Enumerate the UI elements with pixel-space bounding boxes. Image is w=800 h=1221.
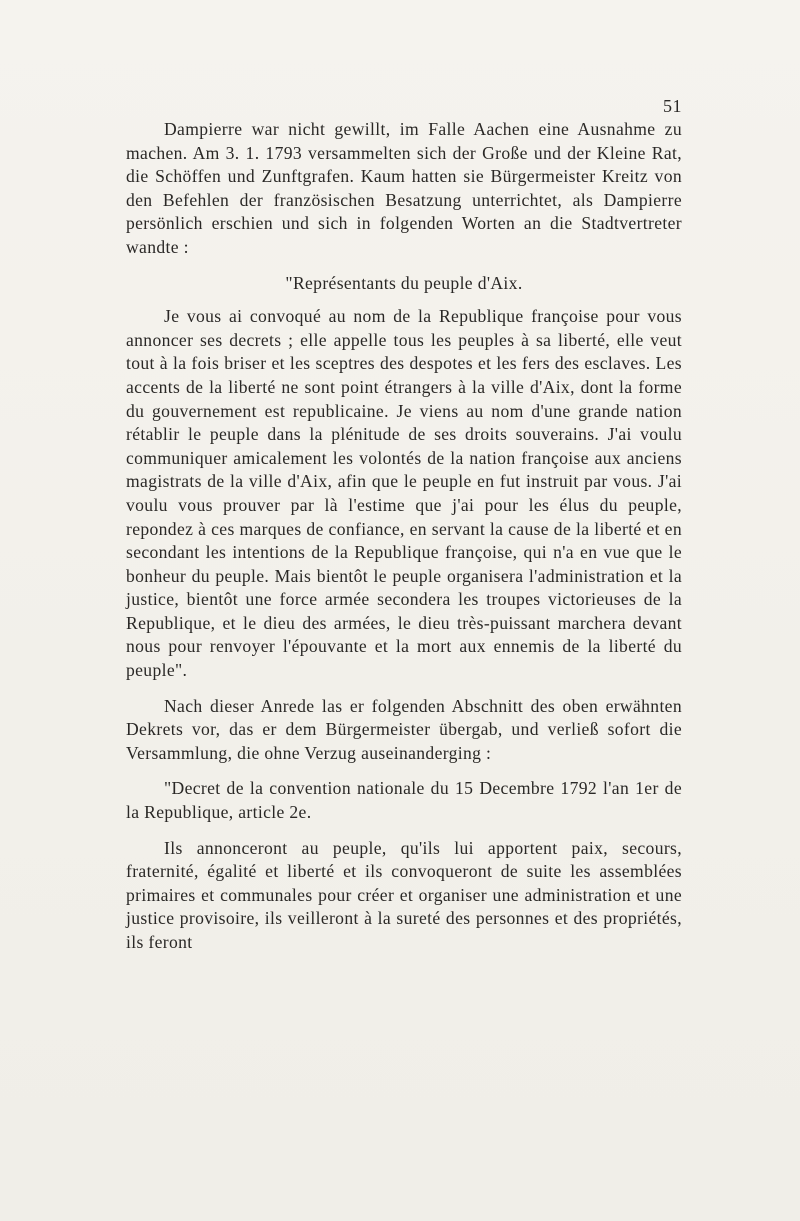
paragraph-after-speech: Nach dieser Anrede las er folgenden Abschnitt des oben erwähnten Dekrets vor, das er dem Bürgermeister übergab, und verließ sofort die Versammlung, die ohne Verzug auseinanderging :	[126, 695, 682, 763]
paragraph-decree-text: Ils annonceront au peuple, qu'ils lui apportent paix, secours, fraternité, égalité et liberté et ils convoqueront de suite les assemblées primaires et communales pour créer et organiser une administration et une justice provisoire, ils veilleront à la sureté des personnes et des propriétés, ils feront	[126, 837, 682, 952]
paragraph-speech: Je vous ai convoqué au nom de la Republique françoise pour vous annoncer ses decrets ; elle appelle tous les peuples à sa liberté, elle veut tout à la fois briser et les sceptres des despotes et les fers des esclaves. Les accents de la liberté ne sont point étrangers à la ville d'Aix, dont la forme du gouvernement est republicaine. Je viens au nom d'une grande nation rétablir le peuple dans la plénitude de ses droits souverains. J'ai voulu communiquer amicalement les volontés de la nation françoise aux anciens magistrats de la ville d'Aix, afin que le peuple en fut instruit par vous. J'ai voulu vous prouver par là l'estime que j'ai pour les élus du peuple, repondez à ces marques de confiance, en servant la cause de la liberté et en secondant les intentions de la Republique françoise, qui n'a en vue que le bonheur du peuple. Mais bientôt le peuple organisera l'administration et la justice, bientôt une force armée secondera les troupes victorieuses de la Republique, et le dieu des armées, le dieu très-puissant marchera devant nous pour renvoyer l'épouvante et la mort aux ennemis de la liberté du peuple".	[126, 306, 682, 681]
paragraph-dampierre-intro: Dampierre war nicht gewillt, im Falle Aachen eine Ausnahme zu machen. Am 3. 1. 1793 versammelten sich der Große und der Kleine Rat, die Schöffen und Zunftgrafen. Kaum hatten sie Bürgermeister Kreitz von den Befehlen der französischen Besatzung unterrichtet, als Dampierre persönlich erschien und sich in folgenden Worten an die Stadtvertreter wandte :	[126, 119, 682, 257]
paragraph-decree-heading: "Decret de la convention nationale du 15 Decembre 1792 l'an 1er de la Republique, article 2e.	[126, 778, 682, 823]
body-text	[126, 118, 682, 955]
page-number: 51	[663, 96, 682, 116]
speech-salutation: "Représentants du peuple d'Aix.	[285, 272, 523, 293]
